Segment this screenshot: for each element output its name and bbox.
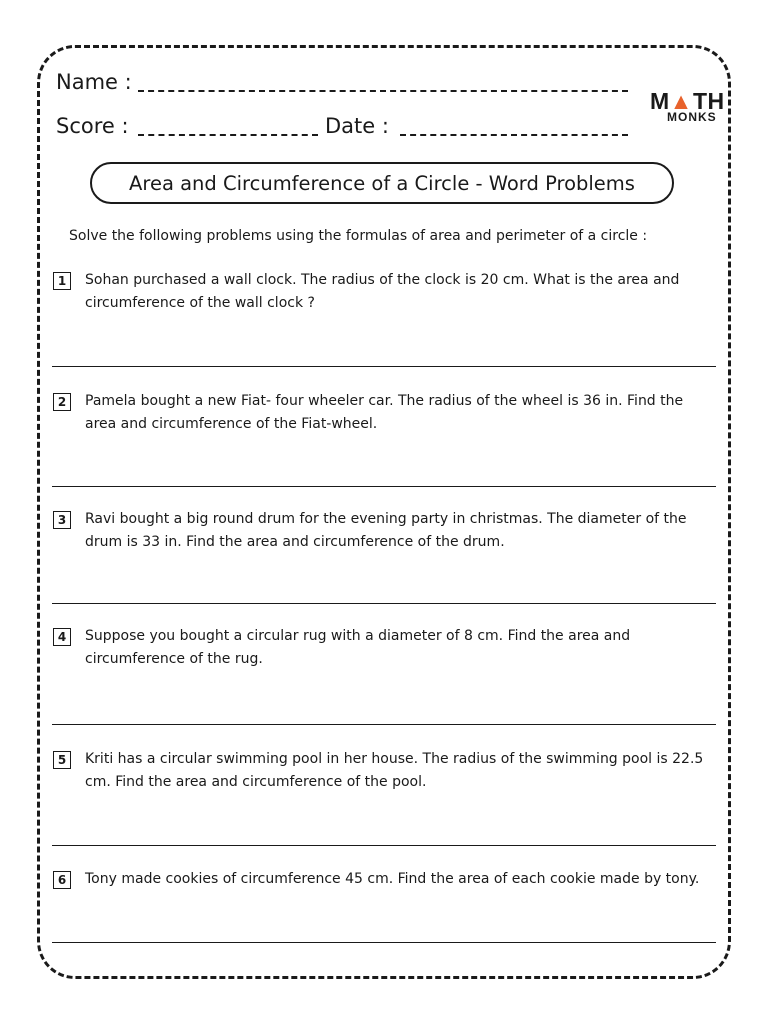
- date-field[interactable]: [400, 134, 628, 136]
- score-label: Score :: [56, 114, 129, 138]
- answer-line[interactable]: [52, 845, 716, 846]
- problem-number: 4: [53, 628, 71, 646]
- date-label: Date :: [325, 114, 389, 138]
- instructions: Solve the following problems using the formulas of area and perimeter of a circle :: [69, 228, 648, 244]
- problem-number: 2: [53, 393, 71, 411]
- score-field[interactable]: [138, 134, 318, 136]
- triangle-icon: ▲: [669, 88, 693, 114]
- logo-letters-th: TH: [692, 88, 725, 114]
- name-field[interactable]: [138, 90, 628, 92]
- problem-text: Kriti has a circular swimming pool in her house. The radius of the swimming pool is 22.5 cm. Find the area and circumference of the pool.: [85, 751, 704, 790]
- problem-text: Tony made cookies of circumference 45 cm. Find the area of each cookie made by tony.: [85, 871, 700, 887]
- logo-letter-m: M: [650, 88, 670, 114]
- problem-number: 5: [53, 751, 71, 769]
- problem-text: Ravi bought a big round drum for the evening party in christmas. The diameter of the drum is 33 in. Find the area and circumference of the drum.: [85, 511, 687, 550]
- problem-number: 3: [53, 511, 71, 529]
- worksheet-title: Area and Circumference of a Circle - Word Problems: [129, 171, 635, 195]
- problem-text: Suppose you bought a circular rug with a diameter of 8 cm. Find the area and circumference of the rug.: [85, 628, 631, 667]
- title-box: [90, 162, 674, 204]
- answer-line[interactable]: [52, 942, 716, 943]
- problem-number: 1: [53, 272, 71, 290]
- answer-line[interactable]: [52, 603, 716, 604]
- problem-number: 6: [53, 871, 71, 889]
- name-label: Name :: [56, 70, 132, 94]
- problem-text: Pamela bought a new Fiat- four wheeler car. The radius of the wheel is 36 in. Find the area and circumference of the Fiat-wheel.: [85, 393, 684, 432]
- answer-line[interactable]: [52, 486, 716, 487]
- math-monks-logo: [650, 88, 728, 128]
- answer-line[interactable]: [52, 366, 716, 367]
- logo-monks-text: MONKS: [667, 110, 717, 124]
- answer-line[interactable]: [52, 724, 716, 725]
- problem-text: Sohan purchased a wall clock. The radius of the clock is 20 cm. What is the area and circumference of the wall clock ?: [85, 272, 680, 311]
